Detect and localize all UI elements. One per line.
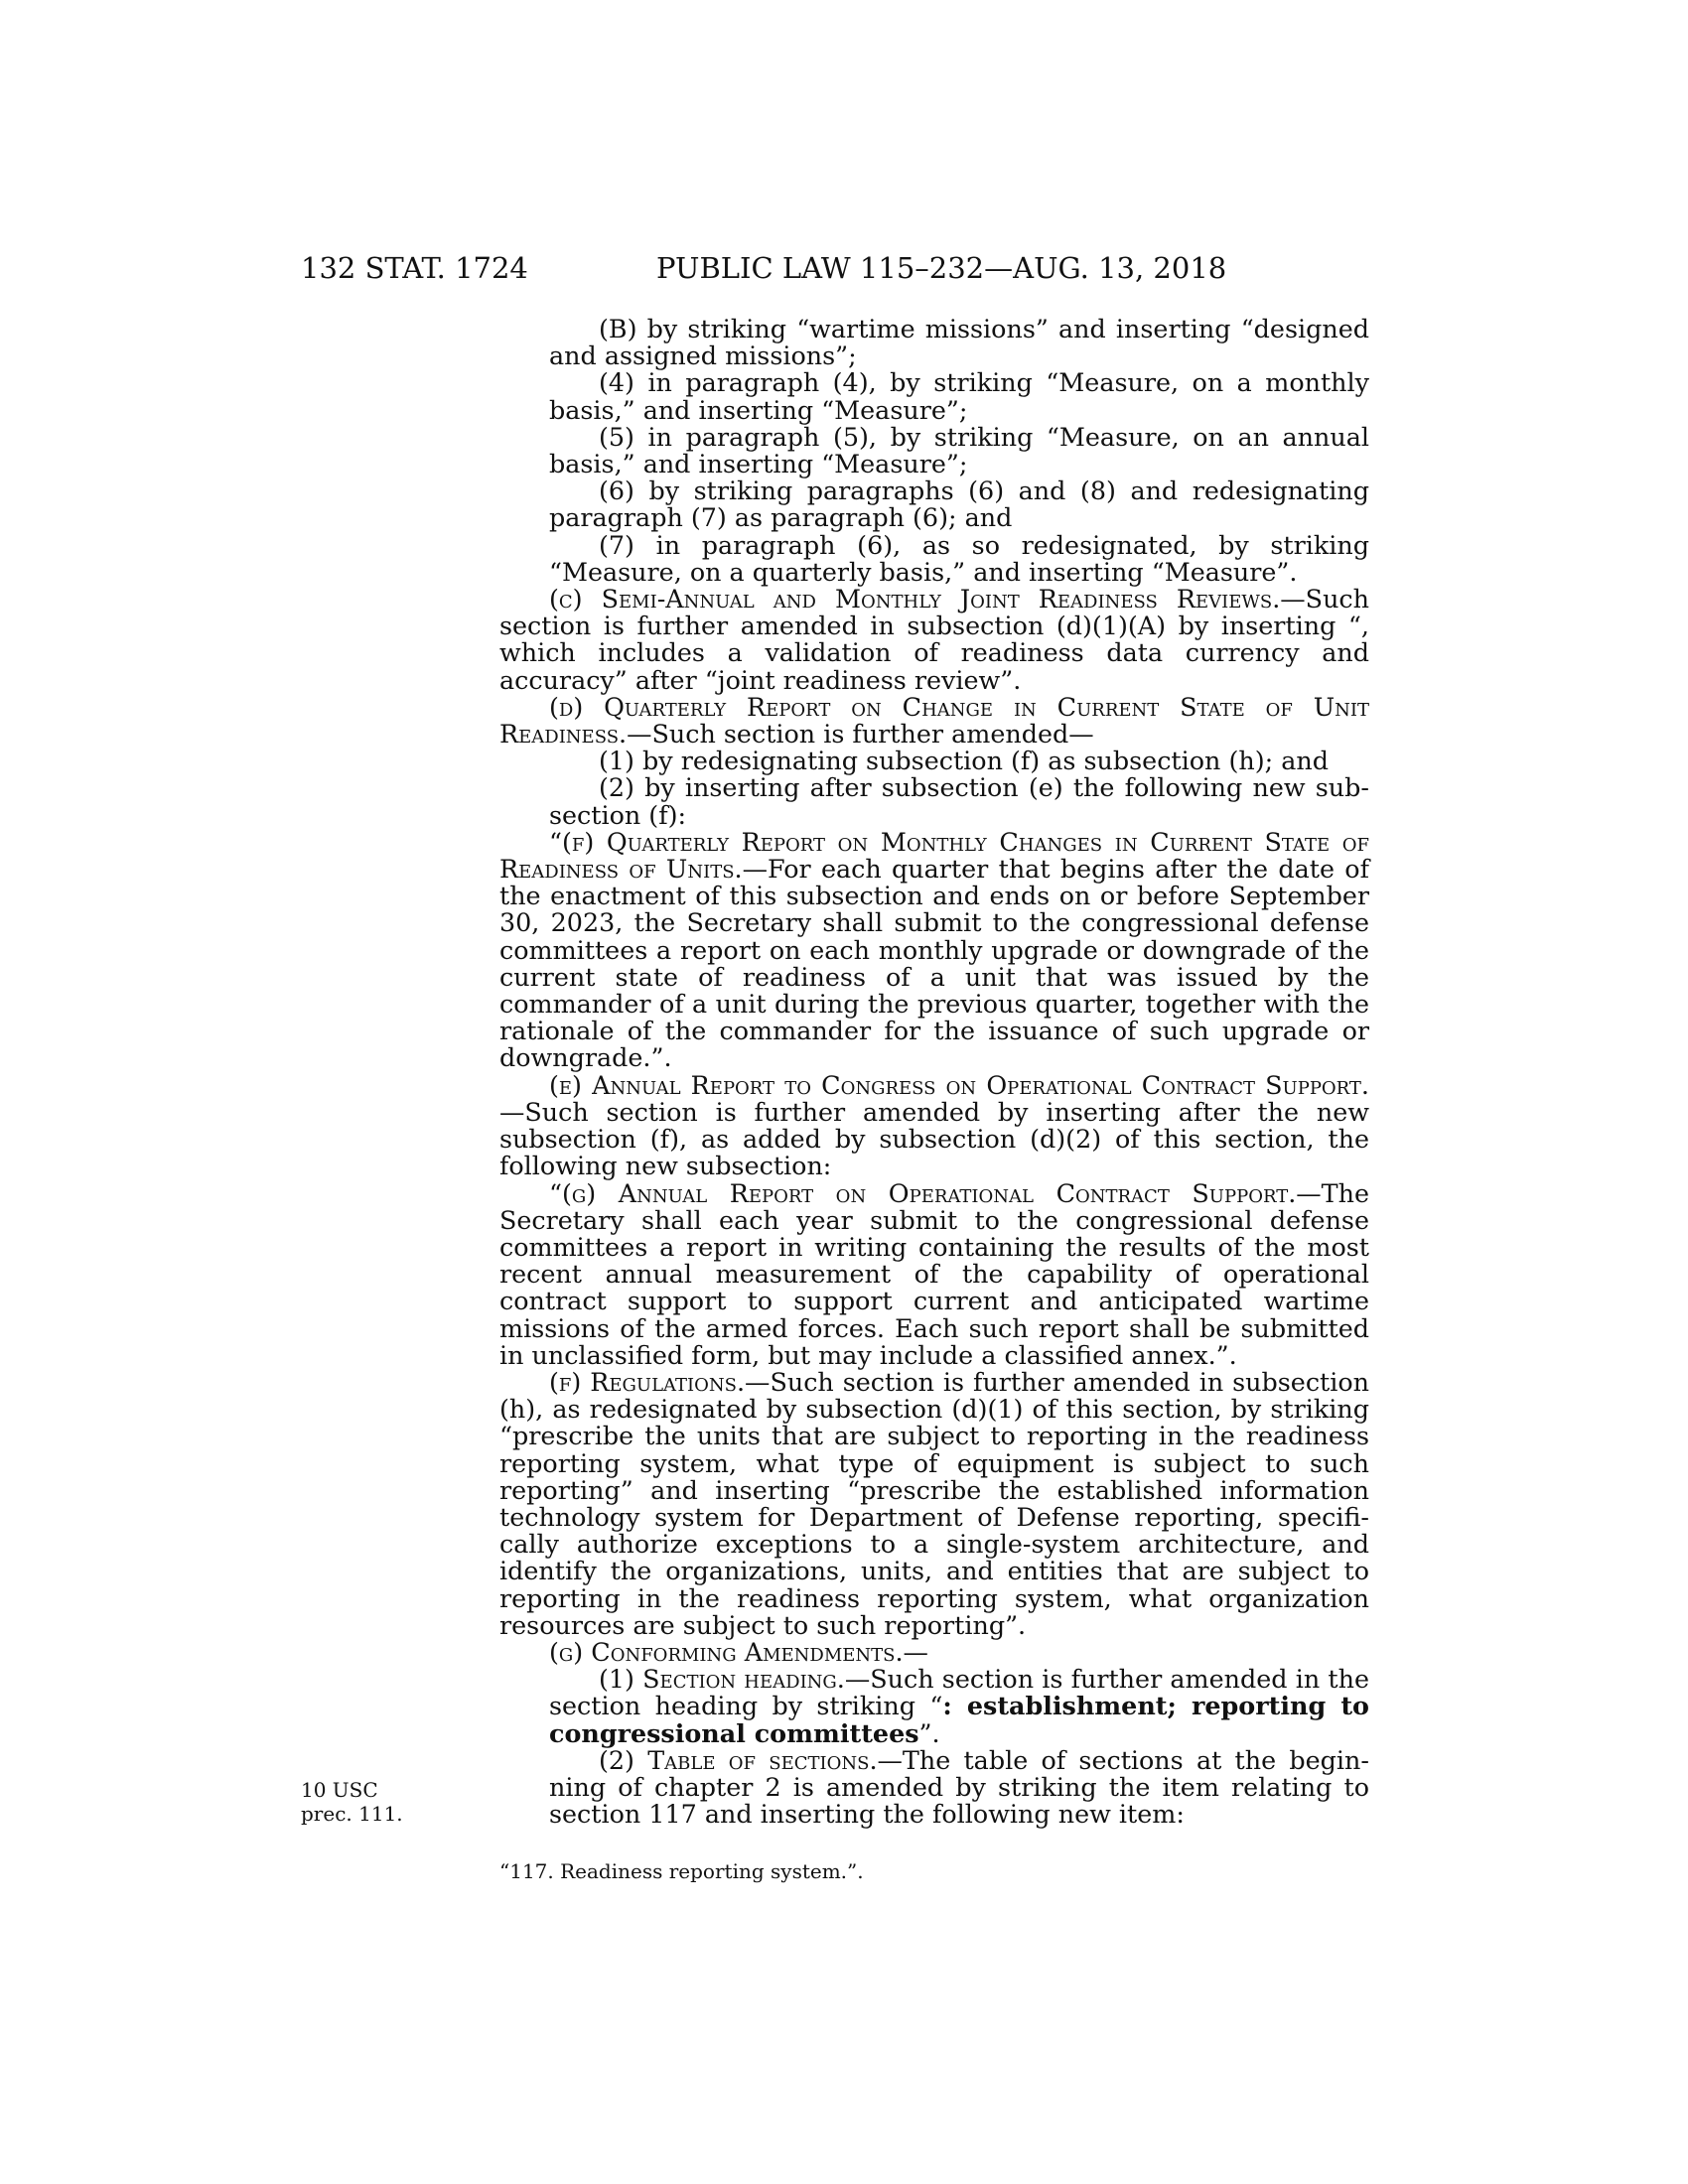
inserted-subsection-g	[499, 1177, 1369, 1370]
margin-note: 10 USC prec. 111.	[301, 1778, 403, 1826]
paragraph-7: (7) in paragraph (6), as so redesignated, by striking “Measure, on a quarterly basis,” and inserting “Measure”.	[549, 529, 1369, 587]
document-body	[499, 316, 1369, 1828]
inserted-subsection-f	[499, 826, 1369, 1073]
inserted-table-item: “117. Readiness reporting system.”.	[499, 1859, 864, 1883]
page-law-title: PUBLIC LAW 115–232—AUG. 13, 2018	[656, 251, 1227, 285]
subsection-d-heading: (d) Quarterly Report on Change in Current State of Unit Readiness.—	[499, 691, 1369, 750]
conforming-1-struck-text: : establishment; reporting to congressional committees	[549, 1691, 1369, 1748]
subsection-f-regulations-text: Such section is further amended in subsection (h), as redesignated by subsection (d)(1) of this section, by striking “prescribe the units that are subject to reporting in the readiness reporting system, what type of equipment is subject to such reporting” and inserting “prescribe the established information technology system for Department of Defense reporting, specifically authorize exceptions to a single-system architecture, and identify the organizations, units, and entities that are subject to reporting in the readiness reporting system, what organization resources are subject to such reporting”.	[499, 1366, 1370, 1640]
paragraph-5: (5) in paragraph (5), by striking “Measure, on an annual basis,” and inserting “Measure”;	[549, 421, 1369, 479]
inserted-subsection-f-heading: “(f) Quarterly Report on Monthly Changes in Current State of Readiness of Units.—	[499, 826, 1369, 885]
subsection-c-heading: (c) Semi-Annual and Monthly Joint Readiness Reviews.—	[549, 584, 1306, 614]
paragraph-4: (4) in paragraph (4), by striking “Measure, on a monthly basis,” and inserting “Measure”;	[549, 367, 1369, 425]
paragraph-6: (6) by striking paragraphs (6) and (8) and redesignating paragraph (7) as paragraph (6); and	[549, 476, 1369, 533]
subsection-d-2: (2) by inserting after subsection (e) the following new subsection (f):	[549, 772, 1369, 830]
subsection-e-text: Such section is further amended by inserting after the new subsection (f), as added by subsection (d)(2) of this section, the following new subsection:	[499, 1096, 1369, 1181]
inserted-subsection-f-text: For each quarter that begins after the date of the enactment of this subsection and ends on or before September 30, 2023, the Secretary shall submit to the congressional defense committees a report on each monthly upgrade or downgrade of the current state of readiness of a unit that was issued by the commander of a unit during the previous quarter, together with the rationale of the commander for the issuance of such upgrade or downgrade.”.	[499, 854, 1369, 1073]
conforming-1	[499, 1666, 1369, 1747]
subsection-g-conforming-heading: (g) Conforming Amendments.—	[549, 1636, 928, 1667]
subsection-f-regulations-heading: (f) Regulations.—	[549, 1366, 771, 1397]
page-stat-reference: 132 STAT. 1724	[301, 251, 528, 285]
inserted-subsection-g-text: The Secretary shall each year submit to the congressional defense committees a report in writing containing the results of the most recent annual measurement of the capability of operational contract support to support current and anticipated wartime missions of the armed forces. Each such report shall be submitted in unclassified form, but may include a classified annex.”.	[499, 1177, 1369, 1370]
conforming-1-heading: (1) Section heading.—	[599, 1664, 871, 1695]
subsection-d-text: Such section is further amended—	[651, 719, 1094, 750]
conforming-2-text: The table of sections at the beginning of chapter 2 is amended by striking the item relating to section 117 and inserting the following new item:	[549, 1744, 1369, 1830]
paragraph-b: (B) by striking “wartime missions” and inserting “designed and assigned missions”;	[549, 314, 1369, 371]
conforming-2	[499, 1744, 1369, 1830]
subsection-c-text: Such section is further amended in subsection (d)(1)(A) by inserting “, which includes a validation of readiness data currency and accuracy” after “joint readiness review”.	[499, 584, 1369, 695]
conforming-1-text-a: Such section is further amended in the section heading by striking “	[549, 1664, 1369, 1721]
conforming-1-text-b: ”.	[918, 1717, 940, 1748]
conforming-2-heading: (2) Table of sections.—	[599, 1744, 903, 1775]
subsection-e-heading: (e) Annual Report to Congress on Operational Contract Support.—	[499, 1069, 1369, 1127]
subsection-d-1: (1) by redesignating subsection (f) as subsection (h); and	[599, 746, 1329, 776]
subsection-e	[499, 1069, 1369, 1181]
subsection-d	[499, 691, 1369, 750]
subsection-f-regulations	[499, 1366, 1370, 1640]
inserted-subsection-g-heading: “(g) Annual Report on Operational Contract Support.—	[549, 1177, 1322, 1208]
subsection-c	[499, 586, 1369, 694]
subsection-g-conforming	[499, 1636, 1369, 1667]
